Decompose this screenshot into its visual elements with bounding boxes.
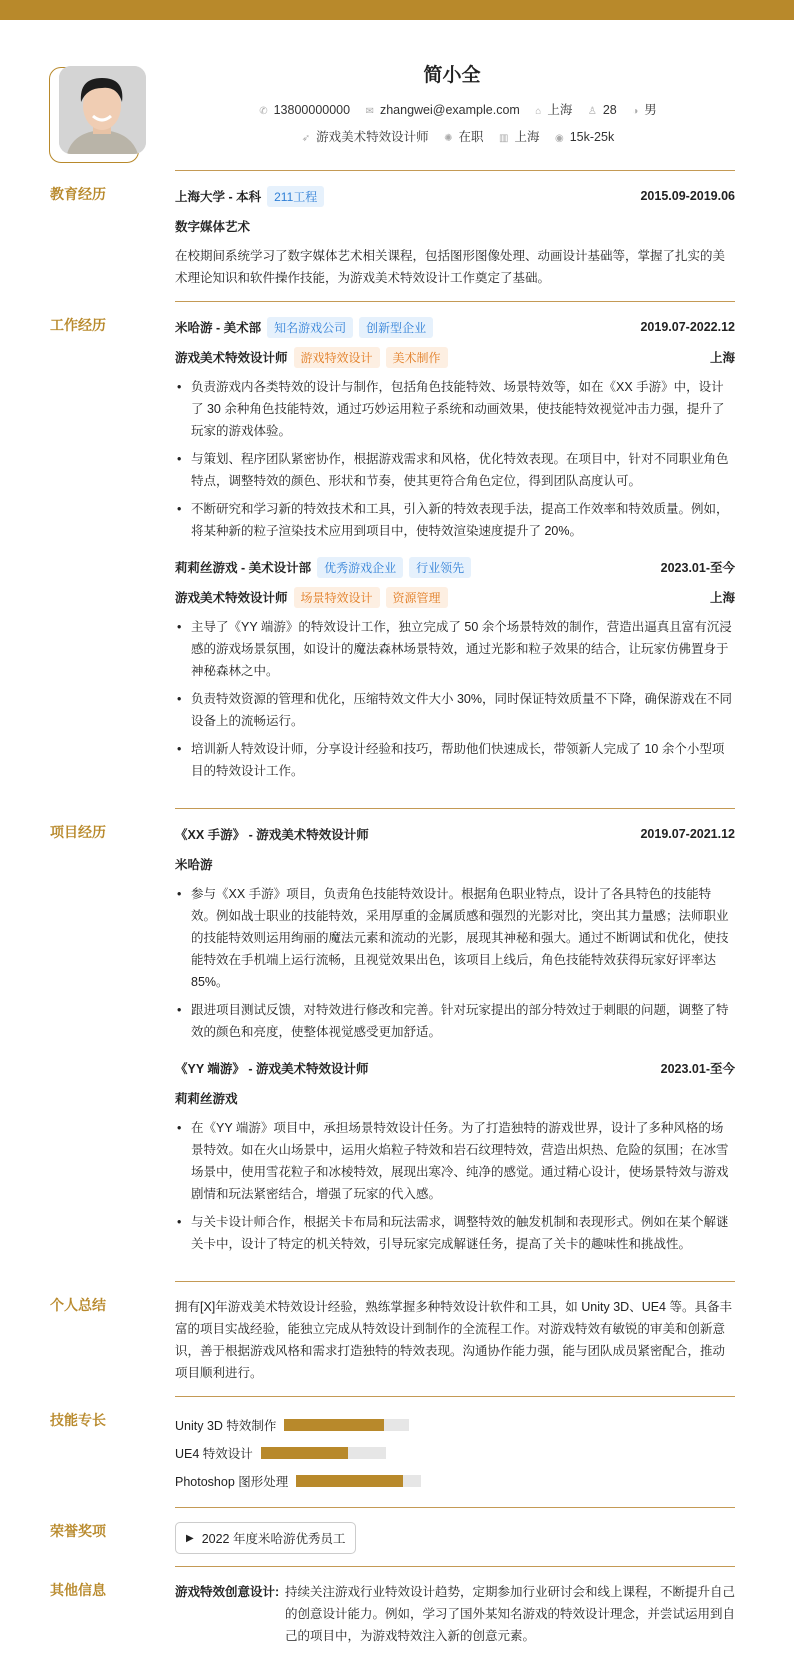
- top-accent-bar: [0, 0, 794, 20]
- description: 在校期间系统学习了数字媒体艺术相关课程，包括图形图像处理、动画设计基础等，掌握了扎实的美术理论知识和软件操作技能，为游戏美术特效设计工作奠定了基础。: [175, 249, 726, 285]
- job-item: [175, 316, 735, 542]
- tag: 211工程: [267, 186, 324, 207]
- summary-section: [50, 1281, 735, 1396]
- position: 游戏美术特效设计师: [316, 130, 429, 144]
- company: 米哈游: [175, 858, 213, 872]
- projects-section: [50, 808, 735, 1281]
- section-title: 技能专长: [50, 1412, 106, 1428]
- date: 2019.07-2021.12: [640, 827, 735, 841]
- gender: 男: [644, 103, 657, 117]
- section-title: 个人总结: [50, 1297, 106, 1313]
- project-item: [175, 1057, 735, 1255]
- skill-item: [175, 1411, 460, 1439]
- gender-icon: ◑: [632, 106, 639, 117]
- award-label: 2022 年度米哈游优秀员工: [201, 1532, 346, 1546]
- skill-bar-fill: [261, 1447, 349, 1459]
- section-title: 工作经历: [50, 317, 106, 333]
- status: 在职: [458, 130, 484, 144]
- skill-item: [175, 1467, 460, 1495]
- tag: 场景特效设计: [294, 587, 380, 608]
- skill-bar: [296, 1475, 421, 1487]
- tag: 创新型企业: [359, 317, 433, 338]
- bullet: • 培训新人特效设计师，分享设计经验和技巧，帮助他们快速成长，带领新人完成了 10 余个小型项目的特效设计工作。: [175, 738, 735, 782]
- home-icon: ⌂: [535, 106, 542, 117]
- skill-bar-fill: [296, 1475, 402, 1487]
- age-icon: ♙: [587, 106, 597, 117]
- email-icon: ✉: [365, 106, 374, 117]
- city: 上海: [709, 591, 735, 605]
- email: zhangwei@example.com: [379, 103, 520, 117]
- salary: 15k-25k: [569, 130, 615, 144]
- contact-info: [110, 100, 794, 118]
- major: 数字媒体艺术: [175, 220, 251, 234]
- plane-icon: ➶: [301, 133, 311, 144]
- skill-name: Photoshop 图形处理: [175, 1475, 289, 1489]
- tag: 知名游戏公司: [267, 317, 353, 338]
- bullet: • 与关卡设计师合作，根据关卡布局和玩法需求，调整特效的触发机制和表现形式。例如在某个解谜关卡中，设计了特定的机关特效，引导玩家完成解谜任务，提高了关卡的趣味性和挑战性。: [175, 1211, 735, 1255]
- skill-name: UE4 特效设计: [175, 1447, 253, 1461]
- skill-bar: [261, 1447, 386, 1459]
- project-name: 《XX 手游》 - 游戏美术特效设计师: [175, 828, 369, 842]
- tag: 行业领先: [409, 557, 471, 578]
- phone: 13800000000: [273, 103, 351, 117]
- project-item: [175, 823, 735, 1043]
- city: 上海: [709, 351, 735, 365]
- skills-section: [50, 1396, 735, 1507]
- work-city: 上海: [514, 130, 540, 144]
- award-item[interactable]: [175, 1522, 356, 1554]
- date: 2023.01-至今: [660, 561, 735, 575]
- bullet: • 主导了《YY 端游》的特效设计工作，独立完成了 50 余个场景特效的制作，营造出逼真且富有沉浸感的游戏场景氛围，如设计的魔法森林场景特效，通过光影和粒子效果的结合，让玩家仿佛置身于神秘森林之中。: [175, 616, 735, 682]
- section-title: 荣誉奖项: [50, 1523, 106, 1539]
- skill-bar: [284, 1419, 409, 1431]
- bullet: • 负责特效资源的管理和优化，压缩特效文件大小 30%，同时保证特效质量不下降，确保游戏在不同设备上的流畅运行。: [175, 688, 735, 732]
- role: 游戏美术特效设计师: [175, 590, 288, 605]
- resume-header: [0, 20, 794, 170]
- bullet: • 不断研究和学习新的特效技术和工具，引入新的特效表现手法，提高工作效率和特效质量。例如，将某种新的粒子渲染技术应用到项目中，使特效渲染速度提升了 20%。: [175, 498, 735, 542]
- school: 上海大学 - 本科: [175, 189, 262, 204]
- candidate-name: 简小全: [423, 65, 481, 86]
- bullet: • 参与《XX 手游》项目，负责角色技能特效设计。根据角色职业特点，设计了各具特色的技能特效。例如战士职业的技能特效，采用厚重的金属质感和强烈的光影对比，突出其力量感；法师职业的技能特效则运用绚丽的魔法元素和流动的光影，展现其神秘和强大。通过不断调试和优化，使技能特效在手机端上运行流畅，且视觉效果出色，该项目上线后，角色技能特效获得玩家好评率达 85%。: [175, 883, 735, 993]
- other-text: 持续关注游戏行业特效设计趋势，定期参加行业研讨会和线上课程，不断提升自己的创意设计能力。例如，学习了国外某知名游戏的特效设计理念，并尝试运用到自己的项目中，为游戏特效注入新的创意元素。: [285, 1585, 736, 1643]
- skill-name: Unity 3D 特效制作: [175, 1419, 277, 1433]
- company: 莉莉丝游戏: [175, 1092, 238, 1106]
- tag: 美术制作: [386, 347, 448, 368]
- bullet: • 与策划、程序团队紧密协作，根据游戏需求和风格，优化特效表现。在项目中，针对不同职业角色特点，调整特效的颜色、形状和节奏，使其更符合角色定位，得到团队高度认可。: [175, 448, 735, 492]
- honors-section: [50, 1507, 735, 1566]
- other-section: [50, 1566, 735, 1659]
- bullet: • 跟进项目测试反馈，对特效进行修改和完善。针对玩家提出的部分特效过于刺眼的问题，调整了特效的颜色和亮度，使整体视觉感受更加舒适。: [175, 999, 735, 1043]
- city: 上海: [547, 103, 573, 117]
- job-item: [175, 556, 735, 782]
- phone-icon: ✆: [259, 106, 268, 117]
- skill-item: [175, 1439, 460, 1467]
- date: 2015.09-2019.06: [640, 189, 735, 203]
- summary-text: 拥有[X]年游戏美术特效设计经验，熟练掌握多种特效设计软件和工具，如 Unity 3D、UE4 等。具备丰富的项目实战经验，能独立完成从特效设计到制作的全流程工作。对游戏特效有敏锐的审美和创新意识，善于根据游戏风格和需求打造独特的特效表现。沟通协作能力强，能与团队成员紧密配合，推动项目顺利进行。: [175, 1300, 732, 1380]
- education-section: [50, 170, 735, 301]
- company: 莉莉丝游戏 - 美术设计部: [175, 560, 312, 575]
- job-intent: [110, 127, 794, 145]
- bullet: • 负责游戏内各类特效的设计与制作，包括角色技能特效、场景特效等，如在《XX 手游》中，设计了 30 余种角色技能特效，通过巧妙运用粒子系统和动画效果，使技能特效视觉冲击力强，提升了玩家的游戏体验。: [175, 376, 735, 442]
- section-title: 其他信息: [50, 1582, 106, 1598]
- role: 游戏美术特效设计师: [175, 350, 288, 365]
- building-icon: ▥: [499, 133, 509, 144]
- bullet: • 在《YY 端游》项目中，承担场景特效设计任务。为了打造独特的游戏世界，设计了多种风格的场景特效。如在火山场景中，运用火焰粒子特效和岩石纹理特效，营造出炽热、危险的氛围；在冰雪场景中，使用雪花粒子和冰棱特效，展现出寒冷、纯净的感觉。通过精心设计，使场景特效与游戏剧情和玩法紧密结合，增强了玩家的代入感。: [175, 1117, 735, 1205]
- status-icon: ✺: [444, 133, 453, 144]
- work-section: [50, 301, 735, 808]
- play-icon: ▶: [186, 1532, 194, 1544]
- section-title: 项目经历: [50, 824, 106, 840]
- date: 2019.07-2022.12: [640, 320, 735, 334]
- tag: 资源管理: [386, 587, 448, 608]
- section-title: 教育经历: [50, 186, 106, 202]
- tag: 游戏特效设计: [294, 347, 380, 368]
- salary-icon: ◉: [555, 133, 564, 144]
- date: 2023.01-至今: [660, 1062, 735, 1076]
- project-name: 《YY 端游》 - 游戏美术特效设计师: [175, 1062, 369, 1076]
- tag: 优秀游戏企业: [317, 557, 403, 578]
- company: 米哈游 - 美术部: [175, 320, 262, 335]
- skill-bar-fill: [284, 1419, 384, 1431]
- other-key: 游戏特效创意设计:: [175, 1585, 280, 1599]
- age: 28: [602, 103, 617, 117]
